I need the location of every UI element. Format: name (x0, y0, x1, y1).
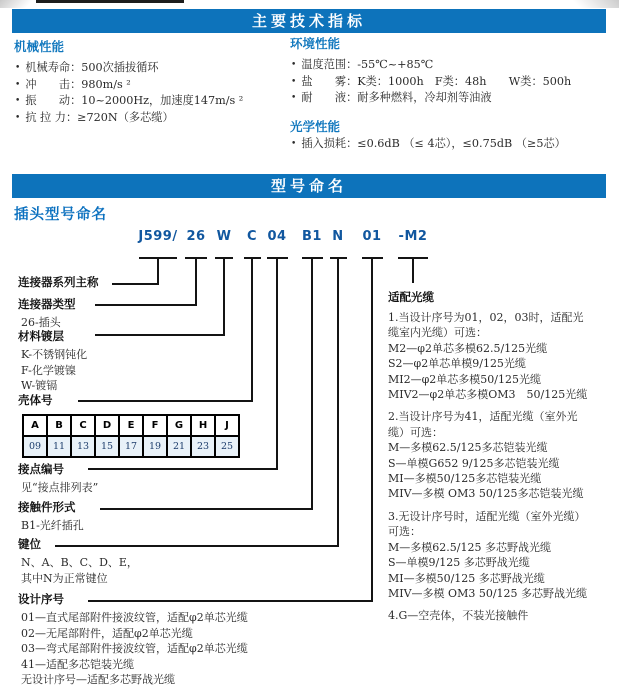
shell-table-value-cell: 25 (215, 436, 239, 457)
shell-table-value-row (23, 436, 239, 457)
shell-table-header-cell: C (71, 415, 95, 436)
naming-label-key-position (18, 536, 138, 586)
adapted-cable-line: 1.当设计序号为01，02，03时，适配光 (388, 311, 584, 324)
shell-table-value-cell: 21 (167, 436, 191, 457)
shell-table-header-cell: D (95, 415, 119, 436)
diagram-vertical-line (251, 257, 253, 402)
bullet-icon: • (15, 96, 21, 107)
environmental-performance-heading: 环境性能 (290, 36, 341, 51)
scan-corner-right (569, 0, 619, 8)
adapted-cable-line: M—多模62.5/125多芯铠装光缆 (388, 441, 548, 455)
adapted-cable-line: MIV—多模 OM3 50/125多芯铠装光缆 (388, 487, 584, 501)
scan-corner-left (0, 0, 34, 8)
scan-edge-strip (36, 0, 184, 3)
contact-number-title: 接点编号 (18, 462, 64, 476)
model-code-part: 26 (186, 229, 206, 244)
section-band-title: 型号命名 (270, 177, 347, 195)
bullet-icon: • (15, 112, 21, 123)
mechanical-spec-item-text: 振 动：10~2000Hz，加速度147m/s ² (25, 94, 244, 108)
shell-table-value-cell: 15 (95, 436, 119, 457)
mechanical-spec-item-text: 冲 击：980m/s ² (25, 77, 131, 91)
design-serial-option: 02—无尾部附件，适配φ2单芯光缆 (21, 626, 193, 640)
naming-label-connector-type (18, 296, 76, 331)
diagram-vertical-line (412, 257, 414, 283)
shell-table-header-cell: F (143, 415, 167, 436)
bullet-icon: • (291, 76, 297, 87)
section-band-main-specs (12, 9, 606, 33)
shell-number-table (22, 414, 240, 458)
environmental-spec-item-text: 耐 液：耐多种燃料，冷却剂等油液 (301, 91, 492, 105)
mechanical-spec-item (15, 110, 285, 127)
mechanical-performance-list (15, 60, 285, 126)
optical-performance-list (291, 136, 611, 153)
adapted-cable-line: 3.无设计序号时，适配光缆（室外光缆） (388, 509, 586, 523)
diagram-leader-line (88, 468, 277, 470)
naming-label-material-plating (18, 328, 87, 394)
environmental-spec-item (291, 57, 611, 74)
contact-form-title: 接触件形式 (18, 500, 76, 514)
bullet-icon: • (15, 79, 21, 90)
mechanical-spec-item-text: 抗 拉 力：≥720N（多芯缆） (25, 110, 174, 124)
shell-table-header-row (23, 415, 239, 436)
diagram-leader-line (95, 334, 224, 336)
contact-form-option: B1-光纤插孔 (21, 519, 84, 532)
mechanical-performance-heading: 机械性能 (14, 39, 65, 54)
model-code-part: C (246, 229, 258, 244)
environmental-spec-item (291, 90, 611, 107)
model-code-part: J599/ (138, 229, 178, 244)
diagram-vertical-line (371, 257, 373, 602)
adapted-cable-line: MIV2—φ2单芯多模OM3 50/125光缆 (388, 388, 588, 402)
adapted-cable-line: S2—φ2单芯单模9/125光缆 (388, 357, 526, 371)
adapted-cable-line: 缆）可选： (388, 425, 443, 439)
key-position-option: 其中N为正常键位 (21, 571, 108, 585)
diagram-vertical-line (223, 257, 225, 336)
shell-table-value-cell: 11 (47, 436, 71, 457)
model-code-part: W (216, 229, 232, 244)
shell-table-value-cell: 23 (191, 436, 215, 457)
series-name-title: 连接器系列主称 (18, 275, 99, 289)
adapted-cable-paragraph (388, 608, 616, 623)
adapted-cable-paragraph (388, 409, 616, 501)
environmental-spec-item-text: 温度范围：-55℃~+85℃ (301, 58, 434, 71)
adapted-cable-line: 2.当设计序号为41，适配光缆（室外光 (388, 410, 578, 424)
adapted-cable-section (388, 289, 616, 631)
design-serial-option: 01—直式尾部附件接波纹管，适配φ2单芯光缆 (21, 611, 248, 624)
optical-spec-item (291, 136, 611, 153)
model-code-part: 01 (362, 229, 382, 244)
shell-table-header-cell: G (167, 415, 191, 436)
adapted-cable-title: 适配光缆 (388, 290, 434, 304)
shell-number-title: 壳体号 (18, 393, 53, 407)
material-plating-option: K-不锈钢钝化 (21, 348, 88, 361)
diagram-vertical-line (311, 257, 313, 510)
key-position-title: 键位 (18, 537, 41, 551)
diagram-leader-line (100, 508, 312, 510)
adapted-cable-line: S—单模9/125 多芯野战光缆 (388, 556, 530, 570)
optical-performance-heading: 光学性能 (290, 119, 341, 134)
shell-table-header-cell: J (215, 415, 239, 436)
design-serial-title: 设计序号 (18, 592, 64, 606)
plug-naming-title: 插头型号命名 (14, 207, 107, 223)
naming-label-design-serial (18, 591, 248, 688)
connector-type-title: 连接器类型 (18, 297, 76, 311)
shell-table-header-cell: A (23, 415, 47, 436)
adapted-cable-line: MI—多模50/125 多芯野战光缆 (388, 571, 545, 585)
adapted-cable-line: MI2—φ2单芯多模50/125光缆 (388, 372, 542, 386)
mechanical-spec-item-text: 机械寿命：500次插拔循环 (25, 61, 159, 74)
adapted-cable-line: MI—多模50/125多芯铠装光缆 (388, 472, 542, 486)
adapted-cable-line: 缆室内光缆）可选： (388, 326, 487, 340)
contact-number-option: 见“接点排列表” (21, 481, 99, 494)
diagram-leader-line (112, 283, 158, 285)
model-code-part: B1 (302, 229, 322, 244)
diagram-vertical-line (195, 257, 197, 306)
design-serial-option: 无设计序号—适配多芯野战光缆 (21, 673, 175, 686)
section-band-title: 主要技术指标 (251, 12, 366, 30)
shell-table-header-cell: B (47, 415, 71, 436)
mechanical-spec-item (15, 60, 285, 77)
mechanical-spec-item (15, 77, 285, 94)
adapted-cable-line: M—多模62.5/125 多芯野战光缆 (388, 540, 551, 554)
diagram-vertical-line (157, 257, 159, 285)
design-serial-option: 41—适配多芯铠装光缆 (21, 657, 134, 671)
adapted-cable-line: MIV—多模 OM3 50/125 多芯野战光缆 (388, 586, 588, 600)
naming-label-contact-form (18, 499, 84, 534)
naming-label-contact-number (18, 461, 98, 496)
diagram-leader-line (95, 304, 196, 306)
diagram-vertical-line (276, 257, 278, 470)
model-code-part: -M2 (398, 229, 428, 244)
adapted-cable-line: 可选： (388, 525, 421, 539)
bullet-icon: • (291, 93, 297, 104)
shell-table-value-cell: 13 (71, 436, 95, 457)
shell-table-value-cell: 09 (23, 436, 47, 457)
design-serial-option: 03—弯式尾部附件接波纹管，适配φ2单芯光缆 (21, 642, 248, 655)
material-plating-option: W-镀镉 (21, 379, 58, 392)
bullet-icon: • (291, 60, 297, 70)
material-plating-option: F-化学镀镍 (21, 363, 76, 377)
shell-table-header-cell: H (191, 415, 215, 436)
bullet-icon: • (15, 63, 21, 73)
model-code-part: 04 (267, 229, 287, 244)
naming-label-shell-number (18, 392, 53, 411)
environmental-performance-list (291, 57, 611, 107)
bullet-icon: • (291, 139, 297, 149)
shell-table-value-cell: 19 (143, 436, 167, 457)
model-code-part: N (332, 229, 344, 244)
optical-spec-item-text: 插入损耗：≤0.6dB （≤ 4芯），≤0.75dB （≥5芯） (301, 137, 566, 150)
diagram-vertical-line (337, 257, 339, 547)
adapted-cable-paragraph (388, 509, 616, 601)
adapted-cable-line: M2—φ2单芯多模62.5/125光缆 (388, 341, 548, 355)
section-band-model-naming (12, 174, 606, 198)
naming-label-series-name (18, 274, 99, 293)
adapted-cable-line: 4.G—空壳体，不装光接触件 (388, 609, 529, 623)
adapted-cable-paragraph (388, 310, 616, 402)
key-position-option: N、A、B、C、D、E， (21, 556, 138, 569)
diagram-leader-line (78, 400, 252, 402)
environmental-spec-item-text: 盐 雾：K类：1000h F类：48h W类：500h (301, 74, 572, 88)
shell-table-header-cell: E (119, 415, 143, 436)
mechanical-spec-item (15, 93, 285, 110)
material-plating-title: 材料镀层 (18, 329, 64, 343)
connector-type-option: 26-插头 (21, 316, 61, 329)
adapted-cable-line: S—单模G652 9/125多芯铠装光缆 (388, 456, 560, 470)
shell-table-value-cell: 17 (119, 436, 143, 457)
environmental-spec-item (291, 74, 611, 91)
